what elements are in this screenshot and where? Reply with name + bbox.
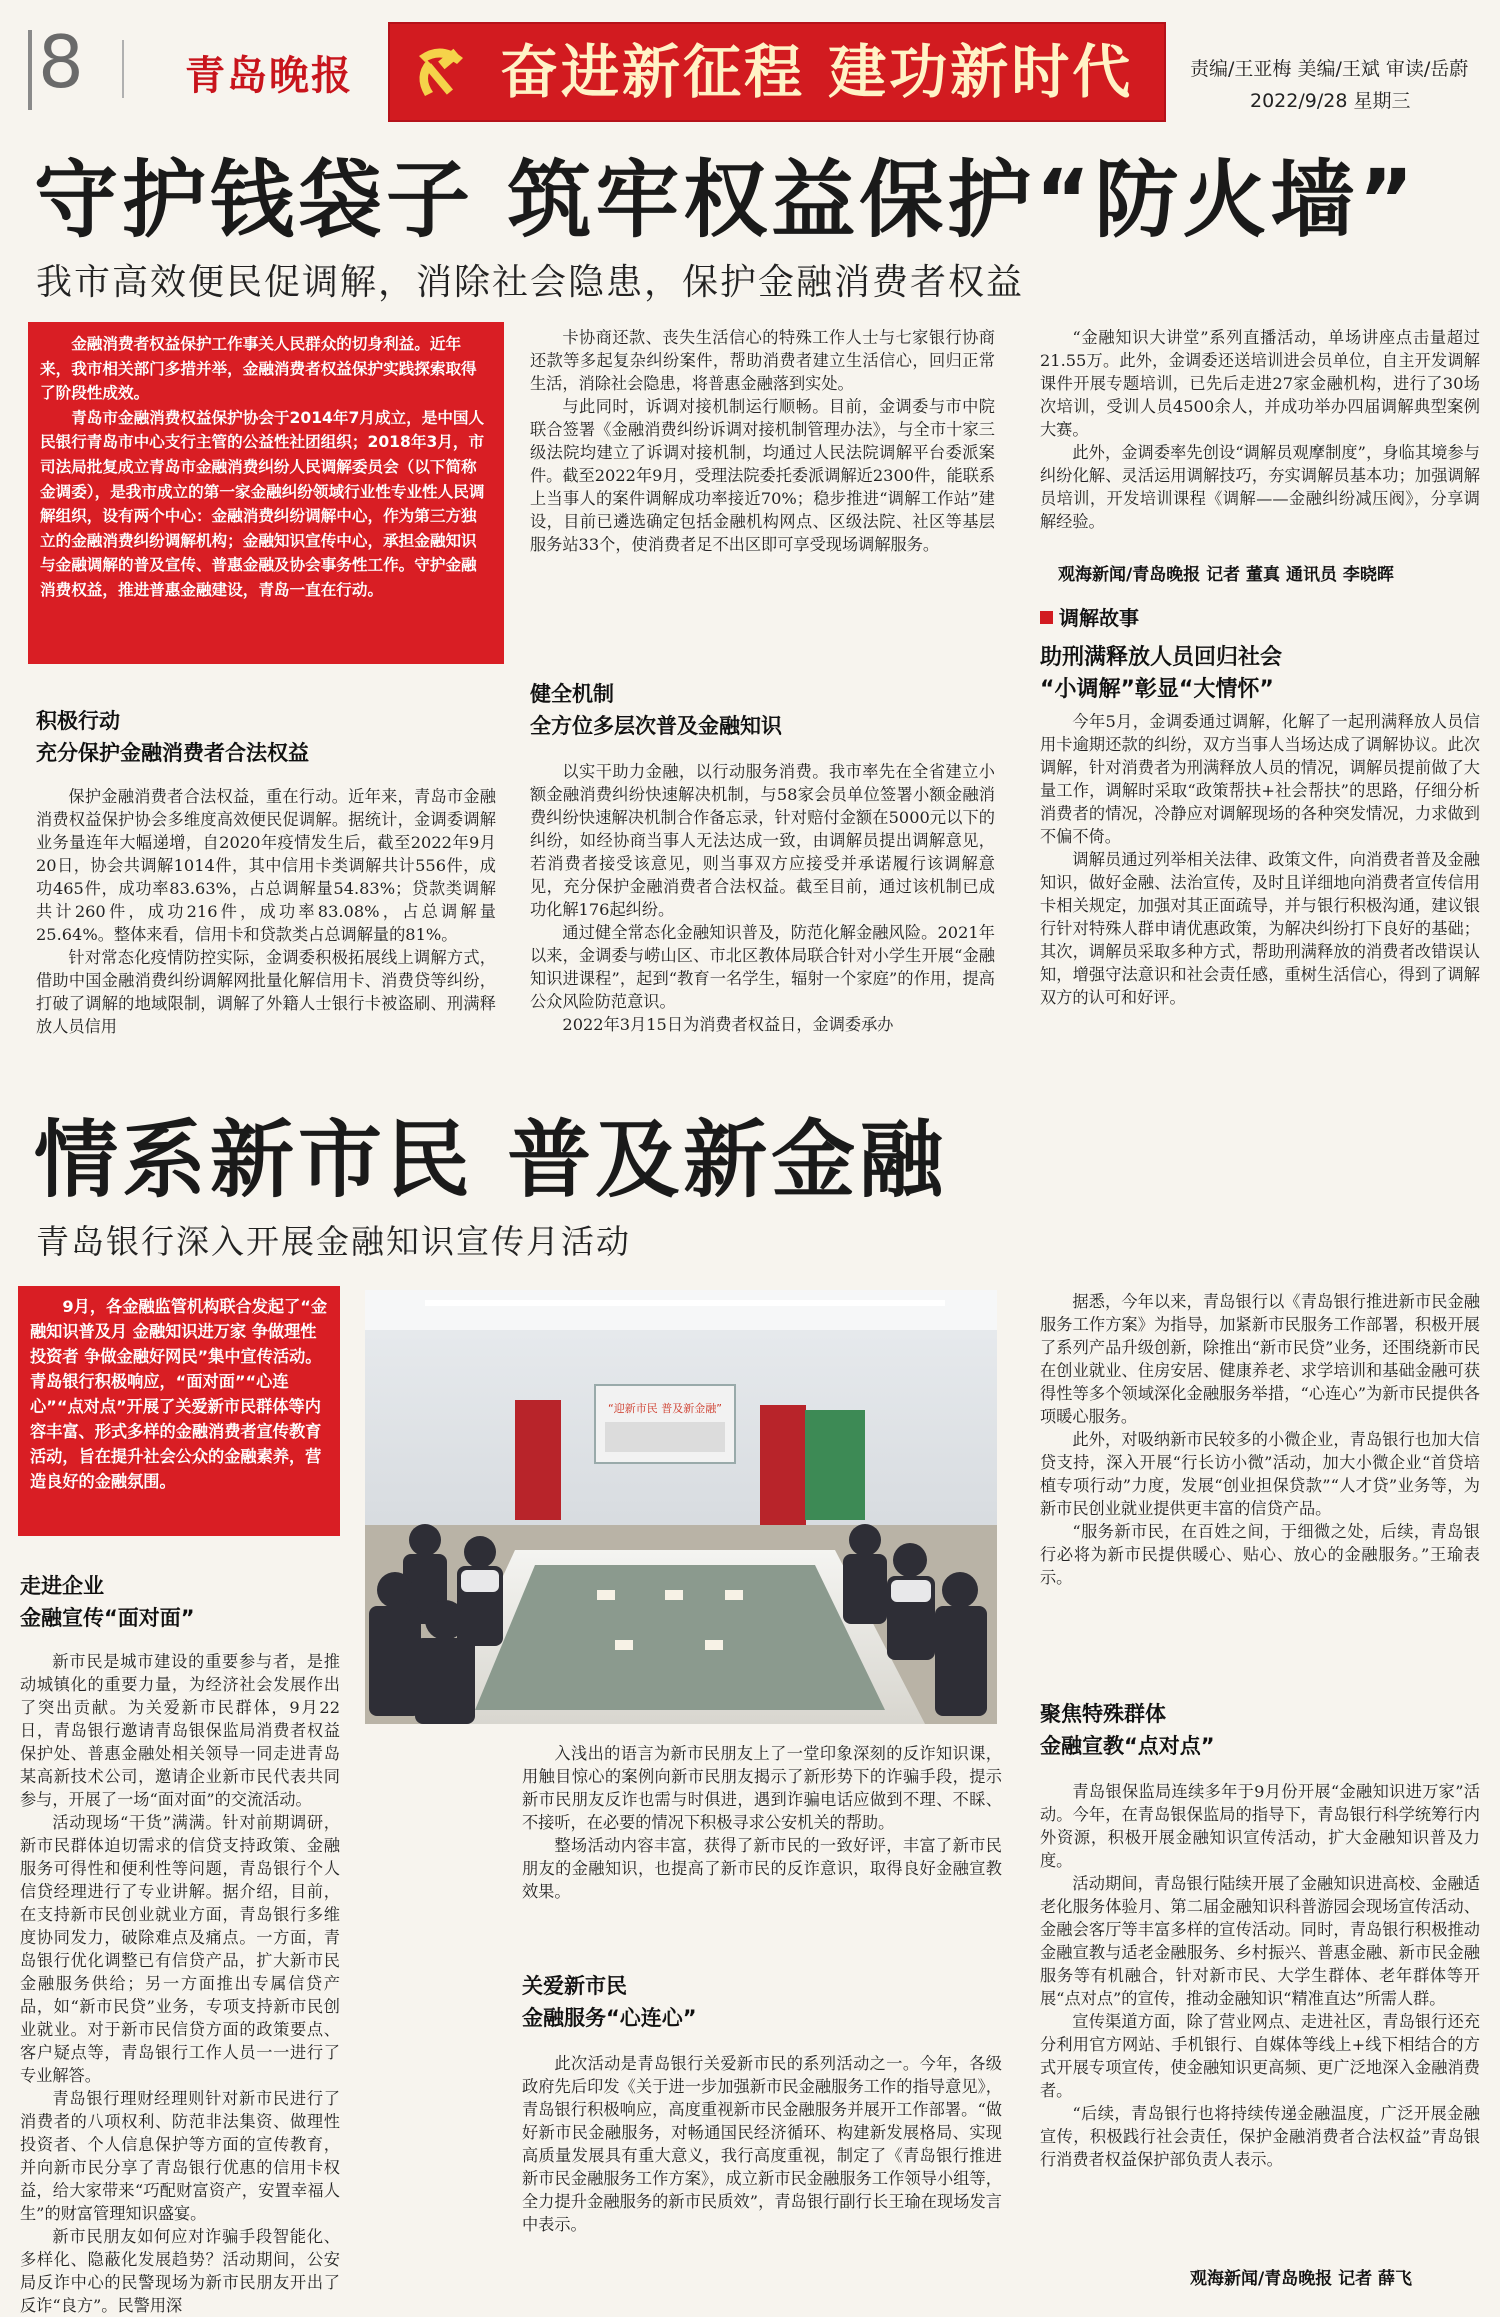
body-paragraph: 活动期间，青岛银行陆续开展了金融知识进高校、金融适老化服务体验月、第二届金融知识科普游园会现场宣传活动、金融会客厅等丰富多样的宣传活动。同时，青岛银行积极推动金融宣教与适老金融服务、乡村振兴、普惠金融、新市民金融服务等有机融合，针对新市民、大学生群体、老年群体等开展“点对点”的宣传，推动金融知识“精准直达”所需人群。 bbox=[1040, 1874, 1480, 2008]
page-number: 8 bbox=[38, 20, 84, 104]
article1-headline: 守护钱袋子 筑牢权益保护“防火墙” bbox=[34, 151, 1418, 249]
article2-column2b bbox=[522, 2052, 1002, 2292]
body-paragraph: 与此同时，诉调对接机制运行顺畅。目前，金调委与市中院联合签署《金融消费纠纷诉调对接机制管理办法》，与全市十家三级法院均建立了诉调对接机制，均通过人民法院调解平台委派案件。截至2022年9月，受理法院委托委派调解近2300件，能联系上当事人的案件调解成功率接近70%；稳步推进“调解工作站”建设，目前已遴选确定包括金融机构网点、区级法院、社区等基层服务站33个，使消费者足不出区即可享受现场调解服务。 bbox=[530, 397, 996, 554]
section-title-positive-action: 积极行动 充分保护金融消费者合法权益 bbox=[36, 709, 309, 765]
issue-date: 2022/9/28 星期三 bbox=[1250, 90, 1411, 112]
story-title: 助刑满释放人员回归社会 “小调解”彰显“大情怀” bbox=[1040, 645, 1283, 702]
editor-credits: 责编/王亚梅 美编/王斌 审读/岳蔚 bbox=[1190, 58, 1469, 80]
article2-subtitle: 青岛银行深入开展金融知识宣传月活动 bbox=[36, 1222, 631, 1261]
lead-paragraph: 金融消费者权益保护工作事关人民群众的切身利益。近年来，我市相关部门多措并举，金融消费者权益保护实践探索取得了阶段性成效。 bbox=[40, 335, 477, 403]
body-paragraph: 此次活动是青岛银行关爱新市民的系列活动之一。今年，各级政府先后印发《关于进一步加强新市民金融服务工作的指导意见》，青岛银行积极响应，高度重视新市民金融服务并展开工作部署。“做好新市民金融服务，对畅通国民经济循环、构建新发展格局、实现高质量发展具有重大意义，我行高度重视，制定了《青岛银行推进新市民金融服务工作方案》，成立新市民金融服务工作领导小组等，全力提升金融服务的新市民质效”，青岛银行副行长王瑜在现场发言中表示。 bbox=[522, 2054, 1002, 2234]
body-paragraph: 宣传渠道方面，除了营业网点、走进社区，青岛银行还充分利用官方网站、手机银行、自媒体等线上+线下相结合的方式开展专项宣传，使金融知识更高频、更广泛地深入金融消费者。 bbox=[1040, 2012, 1480, 2100]
article2-column3 bbox=[1040, 1290, 1480, 1686]
article1-column1 bbox=[36, 785, 496, 1085]
body-paragraph: 入浅出的语言为新市民朋友上了一堂印象深刻的反诈知识课，用触目惊心的案例向新市民朋友揭示了新形势下的诈骗手段，提示新市民朋友反诈也需与时俱进，遇到诈骗电话应做到不理、不睬、不接听，在必要的情况下积极寻求公安机关的帮助。 bbox=[522, 1744, 1002, 1832]
body-paragraph: 2022年3月15日为消费者权益日，金调委承办 bbox=[562, 1015, 894, 1034]
article1-lead-box bbox=[28, 322, 504, 664]
header-divider bbox=[122, 40, 124, 98]
body-paragraph: 保护金融消费者合法权益，重在行动。近年来，青岛市金融消费权益保护协会多维度高效便民促调解。据统计，金调委调解业务量连年大幅递增，自2020年疫情发生后，截至2022年9月20日，协会共调解1014件，其中信用卡类调解共计556件，成功465件，成功率83.63%，占总调解量54.83%；贷款类调解共计260件，成功216件，成功率83.08%，占总调解量25.64%。整体来看，信用卡和贷款类占总调解量的81%。 bbox=[36, 787, 496, 944]
body-paragraph: 活动现场“干货”满满。针对前期调研，新市民群体迫切需求的信贷支持政策、金融服务可得性和便利性等问题，青岛银行个人信贷经理进行了专业讲解。据介绍，目前，在支持新市民创业就业方面，青岛银行多维度协同发力，破除难点及痛点。一方面，青岛银行优化调整已有信贷产品，扩大新市民金融服务供给；另一方面推出专属信贷产品，如“新市民贷”业务，专项支持新市民创业就业。对于新市民信贷方面的政策要点、客户疑点等，青岛银行工作人员一一进行了专业解答。 bbox=[20, 1813, 340, 2085]
body-paragraph: 以实干助力金融，以行动服务消费。我市率先在全省建立小额金融消费纠纷快速解决机制，与58家会员单位签署小额金融消费纠纷快速解决机制合作备忘录，针对赔付金额在5000元以下的纠纷，如经协商当事人无法达成一致，由调解员提出调解意见，若消费者接受该意见，则当事双方应接受并承诺履行该调解意见，充分保护金融消费者合法权益。截至目前，通过该机制已成功化解176起纠纷。 bbox=[530, 762, 995, 919]
page-number-rule bbox=[28, 30, 32, 110]
party-emblem-icon bbox=[405, 36, 477, 108]
article2-column3b bbox=[1040, 1780, 1480, 2250]
body-paragraph: 青岛银行理财经理则针对新市民进行了消费者的八项权利、防范非法集资、做理性投资者、个人信息保护等方面的宣传教育，并向新市民分享了青岛银行优惠的信用卡权益，给大家带来“巧配财富资产，安置幸福人生”的财富管理知识盛宴。 bbox=[20, 2089, 340, 2223]
article2-lead-box bbox=[18, 1286, 340, 1536]
body-paragraph: 据悉，今年以来，青岛银行以《青岛银行推进新市民金融服务工作方案》为指导，加紧新市民服务工作部署，积极开展了系列产品升级创新，除推出“新市民贷”业务，还围绕新市民在创业就业、住房安居、健康养老、求学培训和基础金融可获得性等多个领域深化金融服务举措，“心连心”为新市民提供各项暖心服务。 bbox=[1040, 1292, 1480, 1426]
article1-column3 bbox=[1040, 326, 1480, 556]
story-tag bbox=[1040, 602, 1139, 631]
article1-column2 bbox=[530, 326, 995, 656]
body-paragraph: “后续，青岛银行也将持续传递金融温度，广泛开展金融宣传，积极践行社会责任，保护金融消费者合法权益”青岛银行消费者权益保护部负责人表示。 bbox=[1040, 2104, 1480, 2169]
event-photo bbox=[365, 1290, 997, 1724]
masthead-logo: 青岛晚报 bbox=[185, 52, 353, 99]
body-paragraph: 卡协商还款、丧失生活信心的特殊工作人士与七家银行协商还款等多起复杂纠纷案件，帮助消费者建立生活信心，回归正常生活，消除社会隐患，将普惠金融落到实处。 bbox=[530, 328, 995, 393]
body-paragraph: “金融知识大讲堂”系列直播活动，单场讲座点击量超过21.55万。此外，金调委还送培训进会员单位，自主开发调解课件开展专题培训，已先后走进27家金融机构，进行了30场次培训，受训人员4500余人，并成功举办四届调解典型案例大赛。 bbox=[1040, 328, 1480, 439]
slogan-text: 奋进新征程 建功新时代 bbox=[500, 38, 1134, 106]
tag-square-icon bbox=[1040, 611, 1053, 624]
article1-subtitle: 我市高效便民促调解，消除社会隐患，保护金融消费者权益 bbox=[36, 262, 1025, 303]
photo-screen-text: “迎新市民 普及新金融” bbox=[608, 1402, 722, 1415]
lead-paragraph: 青岛市金融消费权益保护协会于2014年7月成立，是中国人民银行青岛市中心支行主管的公益性社团组织；2018年3月，市司法局批复成立青岛市金融消费纠纷人民调解委员会（以下简称金调委），是我市成立的第一家金融纠纷领域行业性专业性人民调解组织，设有两个中心：金融消费纠纷调解中心，作为第三方独立的金融消费纠纷调解机构；金融知识宣传中心，承担金融知识与金融调解的普及宣传、普惠金融及协会事务性工作。守护金融消费权益，推进普惠金融建设，青岛一直在行动。 bbox=[40, 408, 485, 599]
body-paragraph: 此外，金调委率先创设“调解员观摩制度”，身临其境参与纠纷化解、灵活运用调解技巧，夯实调解员基本功；加强调解员培训，开发培训课程《调解——金融纠纷减压阀》，分享调解经验。 bbox=[1040, 443, 1480, 531]
body-paragraph: 新市民是城市建设的重要参与者，是推动城镇化的重要力量，为经济社会发展作出了突出贡献。为关爱新市民群体，9月22日，青岛银行邀请青岛银保监局消费者权益保护处、普惠金融处相关领导一同走进青岛某高新技术公司，邀请企业新市民代表共同参与，开展了一场“面对面”的交流活动。 bbox=[20, 1652, 340, 1809]
article1-column2b bbox=[530, 760, 995, 1086]
section-title-enterprise: 走进企业 金融宣传“面对面” bbox=[20, 1574, 195, 1630]
body-paragraph: 调解员通过列举相关法律、政策文件，向消费者普及金融知识，做好金融、法治宣传，及时且详细地向消费者宣传信用卡相关规定，加强对其正面疏导，并与银行积极沟通，建议银行针对特殊人群申请优惠政策，为解决纠纷打下良好的基础；其次，调解员采取多种方式，帮助刑满释放的消费者改错误认知，增强守法意识和社会责任感，重树生活信心，得到了调解双方的认可和好评。 bbox=[1040, 850, 1480, 1007]
section-title-special-groups: 聚焦特殊群体 金融宣教“点对点” bbox=[1040, 1702, 1215, 1758]
body-paragraph: 通过健全常态化金融知识普及，防范化解金融风险。2021年以来，金调委与崂山区、市北区教体局联合针对小学生开展“金融知识进课程”，起到“教育一名学生，辐射一个家庭”的作用，提高公众风险防范意识。 bbox=[530, 923, 995, 1011]
body-paragraph: 青岛银保监局连续多年于9月份开展“金融知识进万家”活动。今年，在青岛银保监局的指导下，青岛银行科学统筹行内外资源，积极开展金融知识宣传活动，扩大金融知识普及力度。 bbox=[1040, 1782, 1480, 1870]
story-tag-label: 调解故事 bbox=[1059, 606, 1139, 630]
body-paragraph: 此外，对吸纳新市民较多的小微企业，青岛银行也加大信贷支持，深入开展“行长访小微”活动，加大小微企业“首贷培植专项行动”力度，发展“创业担保贷款”“人才贷”业务等，为新市民创业就业提供更丰富的信贷产品。 bbox=[1040, 1430, 1480, 1518]
article2-headline: 情系新市民 普及新金融 bbox=[34, 1111, 948, 1209]
lead-paragraph: 9月，各金融监管机构联合发起了“金融知识普及月 金融知识进万家 争做理性投资者 争做金融好网民”集中宣传活动。青岛银行积极响应，“面对面”“心连心”“点对点”开展了关爱新市民群体等内容丰富、形式多样的金融消费者宣传教育活动，旨在提升社会公众的金融素养，营造良好的金融氛围。 bbox=[30, 1297, 328, 1491]
section-title-care: 关爱新市民 金融服务“心连心” bbox=[522, 1974, 697, 2030]
article2-column1 bbox=[20, 1650, 340, 2315]
section-title-mechanism: 健全机制 全方位多层次普及金融知识 bbox=[530, 682, 782, 738]
body-paragraph: 整场活动内容丰富，获得了新市民的一致好评，丰富了新市民朋友的金融知识，也提高了新市民的反诈意识，取得良好金融宣教效果。 bbox=[522, 1836, 1002, 1901]
story-column bbox=[1040, 710, 1480, 1088]
body-paragraph: 针对常态化疫情防控实际，金调委积极拓展线上调解方式，借助中国金融消费纠纷调解网批量化解信用卡、消费贷等纠纷，打破了调解的地域限制，调解了外籍人士银行卡被盗刷、刑满释放人员信用 bbox=[36, 948, 496, 1036]
body-paragraph: 新市民朋友如何应对诈骗手段智能化、多样化、隐蔽化发展趋势？活动期间，公安局反诈中心的民警现场为新市民朋友开出了反诈“良方”。民警用深 bbox=[20, 2227, 340, 2315]
body-paragraph: 今年5月，金调委通过调解，化解了一起刑满释放人员信用卡逾期还款的纠纷，双方当事人当场达成了调解协议。此次调解，针对消费者为刑满释放人员的情况，调解员提前做了大量工作，调解时采取“政策帮扶+社会帮扶”的思路，仔细分析消费者的情况，冷静应对调解现场的各种突发情况，力求做到不偏不倚。 bbox=[1040, 712, 1480, 846]
article2-column2 bbox=[522, 1742, 1002, 1942]
body-paragraph: “服务新市民，在百姓之间，于细微之处，后续，青岛银行必将为新市民提供暖心、贴心、放心的金融服务。”王瑜表示。 bbox=[1040, 1522, 1480, 1587]
meeting-room-photo bbox=[365, 1290, 997, 1724]
article2-byline: 观海新闻/青岛晚报 记者 薛飞 bbox=[1190, 2269, 1413, 2289]
article1-byline: 观海新闻/青岛晚报 记者 董真 通讯员 李晓晖 bbox=[1058, 565, 1394, 585]
